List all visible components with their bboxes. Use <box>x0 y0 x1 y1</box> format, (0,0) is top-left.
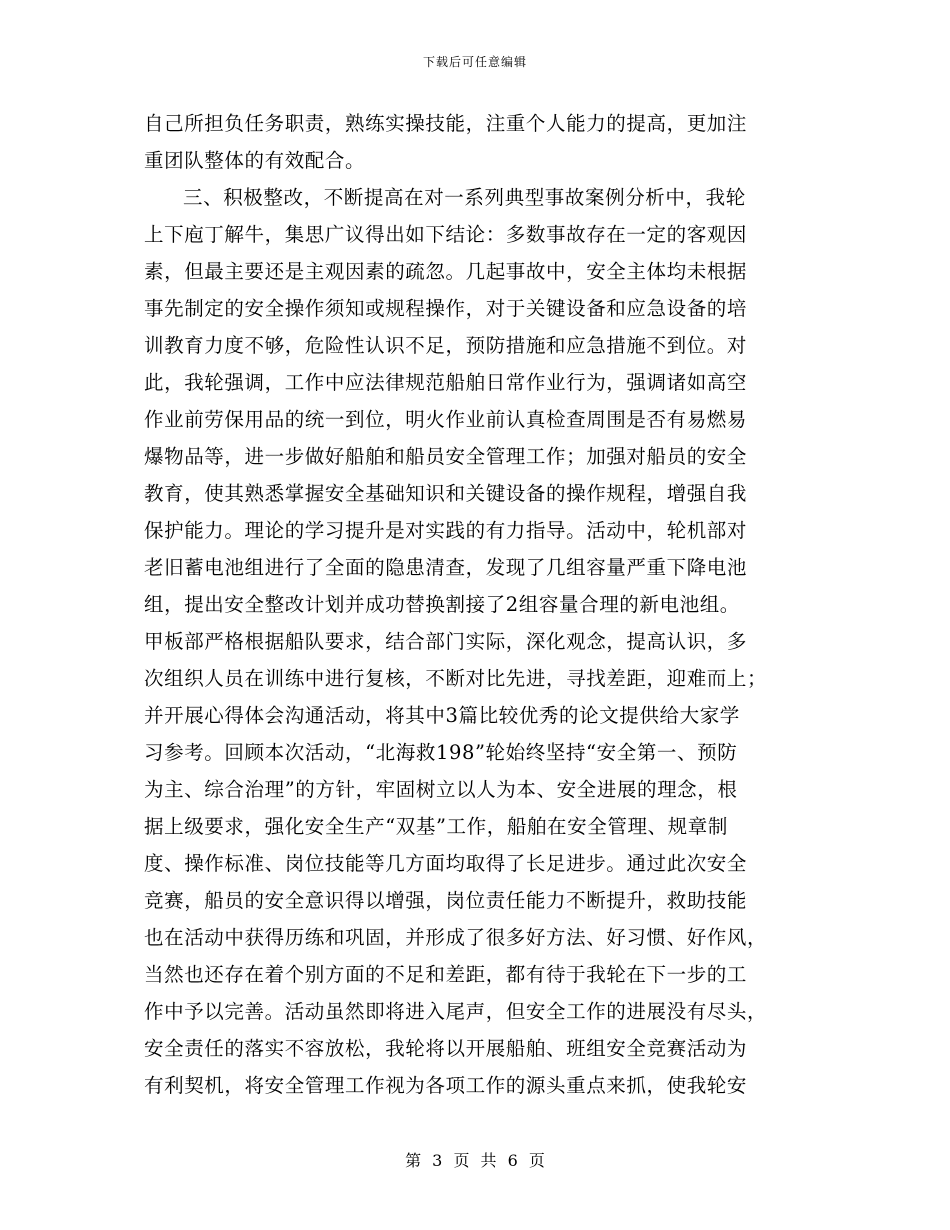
page-number: 第 3 页 共 6 页 <box>405 1151 545 1170</box>
text-line: 爆物品等，进一步做好船舶和船员安全管理工作；加强对船员的安全 <box>144 445 748 468</box>
text-line: 老旧蓄电池组进行了全面的隐患清查，发现了几组容量严重下降电池 <box>144 556 748 579</box>
text-line: 作业前劳保用品的统一到位，明火作业前认真检查周围是否有易燃易 <box>144 408 748 431</box>
text-line: 自己所担负任务职责，熟练实操技能，注重个人能力的提高，更加注 <box>144 112 748 135</box>
text-line: 当然也还存在着个别方面的不足和差距，都有待于我轮在下一步的工 <box>144 963 748 986</box>
text-line: 此，我轮强调，工作中应法律规范船舶日常作业行为，强调诸如高空 <box>144 371 748 394</box>
text-line: 据上级要求，强化安全生产“双基”工作，船舶在安全管理、规章制 <box>144 815 728 838</box>
text-line: 保护能力。理论的学习提升是对实践的有力指导。活动中，轮机部对 <box>144 519 748 542</box>
text-line: 度、操作标准、岗位技能等几方面均取得了长足进步。通过此次安全 <box>144 852 748 875</box>
text-line: 训教育力度不够，危险性认识不足，预防措施和应急措施不到位。对 <box>144 334 748 357</box>
text-line: 组，提出安全整改计划并成功替换割接了2组容量合理的新电池组。 <box>144 593 740 616</box>
paragraph-start-line: 三、积极整改，不断提高在对一系列典型事故案例分析中，我轮 <box>183 186 746 209</box>
page-header: 下载后可任意编辑 <box>422 55 527 69</box>
text-line: 习参考。回顾本次活动，“北海救198”轮始终坚持“安全第一、预防 <box>144 741 738 764</box>
text-line: 教育，使其熟悉掌握安全基础知识和关键设备的操作规程，增强自我 <box>144 482 748 505</box>
text-line: 上下庖丁解牛，集思广议得出如下结论：多数事故存在一定的客观因 <box>144 223 748 246</box>
text-line: 并开展心得体会沟通活动，将其中3篇比较优秀的论文提供给大家学 <box>144 704 740 727</box>
text-line: 安全责任的落实不容放松，我轮将以开展船舶、班组安全竞赛活动为 <box>144 1037 748 1060</box>
text-line: 重团队整体的有效配合。 <box>144 149 366 172</box>
text-line: 作中予以完善。活动虽然即将进入尾声，但安全工作的进展没有尽头， <box>144 1000 768 1023</box>
text-line: 有利契机，将安全管理工作视为各项工作的源头重点来抓，使我轮安 <box>144 1074 748 1097</box>
document-body <box>144 105 808 1104</box>
text-line: 事先制定的安全操作须知或规程操作，对于关键设备和应急设备的培 <box>144 297 748 320</box>
text-line: 竞赛，船员的安全意识得以增强，岗位责任能力不断提升，救助技能 <box>144 889 748 912</box>
text-line: 素，但最主要还是主观因素的疏忽。几起事故中，安全主体均未根据 <box>144 260 748 283</box>
text-line: 甲板部严格根据船队要求，结合部门实际，深化观念，提高认识，多 <box>144 630 748 653</box>
text-line: 次组织人员在训练中进行复核，不断对比先进，寻找差距，迎难而上； <box>144 667 768 690</box>
text-line: 也在活动中获得历练和巩固，并形成了很多好方法、好习惯、好作风， <box>144 926 768 949</box>
text-line: 为主、综合治理”的方针，牢固树立以人为本、安全进展的理念，根 <box>144 778 738 801</box>
